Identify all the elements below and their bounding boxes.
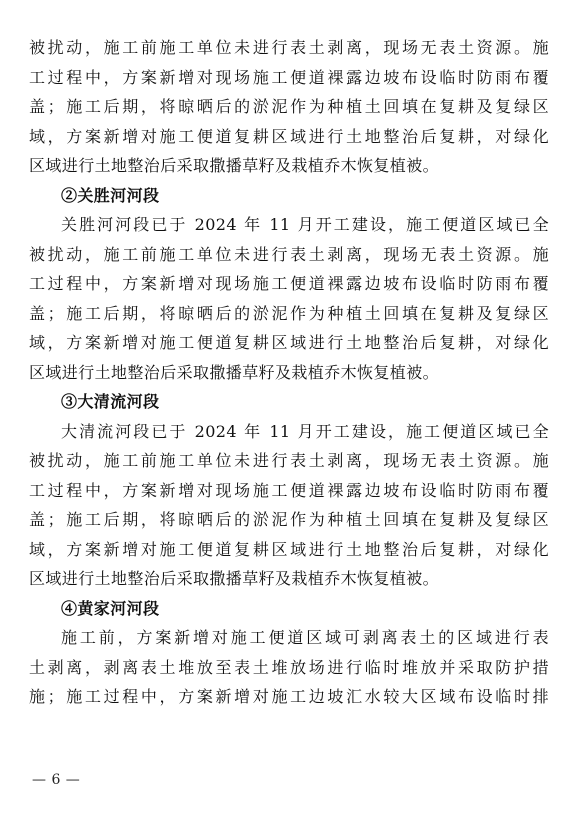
text-line: 工过程中，方案新增对现场施工便道裸露边坡布设临时防雨布覆 bbox=[29, 480, 549, 500]
text-line: 施；施工过程中，方案新增对施工边坡汇水较大区域布设临时排 bbox=[29, 687, 549, 706]
text-line: 工过程中，方案新增对现场施工便道裸露边坡布设临时防雨布覆 bbox=[29, 67, 549, 87]
text-line: 区域进行土地整治后采取撒播草籽及栽植乔木恢复植被。 bbox=[29, 156, 440, 175]
text-line: 施工前，方案新增对施工便道区域可剥离表土的区域进行表 bbox=[61, 628, 549, 647]
section-heading: ②关胜河河段 bbox=[61, 185, 160, 205]
text-line: 区域进行土地整治后采取撒播草籽及栽植乔木恢复植被。 bbox=[29, 362, 440, 382]
text-line: 关胜河河段已于 2024 年 11 月开工建设，施工便道区域已全 bbox=[61, 215, 549, 234]
text-line: 被扰动，施工前施工单位未进行表土剥离，现场无表土资源。施 bbox=[29, 244, 549, 264]
text-line: 域，方案新增对施工便道复耕区域进行土地整治后复耕，对绿化 bbox=[29, 126, 549, 146]
text-line: 盖；施工后期，将晾晒后的淤泥作为种植土回填在复耕及复绿区 bbox=[29, 303, 549, 323]
text-line: 域，方案新增对施工便道复耕区域进行土地整治后复耕，对绿化 bbox=[29, 539, 549, 559]
text-line: 被扰动，施工前施工单位未进行表土剥离，现场无表土资源。施 bbox=[29, 38, 549, 57]
text-line: 区域进行土地整治后采取撒播草籽及栽植乔木恢复植被。 bbox=[29, 569, 440, 588]
text-line: 土剥离，剥离表土堆放至表土堆放场进行临时堆放并采取防护措 bbox=[29, 657, 549, 677]
text-line: 工过程中，方案新增对现场施工便道裸露边坡布设临时防雨布覆 bbox=[29, 274, 549, 293]
text-line: 被扰动，施工前施工单位未进行表土剥离，现场无表土资源。施 bbox=[29, 451, 549, 470]
section-heading: ④黄家河河段 bbox=[61, 598, 160, 618]
text-line: 盖；施工后期，将晾晒后的淤泥作为种植土回填在复耕及复绿区 bbox=[29, 97, 549, 116]
text-line: 域，方案新增对施工便道复耕区域进行土地整治后复耕，对绿化 bbox=[29, 333, 549, 352]
text-line: 盖；施工后期，将晾晒后的淤泥作为种植土回填在复耕及复绿区 bbox=[29, 510, 549, 529]
section-heading: ③大清流河段 bbox=[61, 392, 160, 411]
page-number: — 6 — bbox=[32, 772, 81, 788]
text-line: 大清流河段已于 2024 年 11 月开工建设，施工便道区域已全 bbox=[61, 421, 549, 441]
document-page bbox=[29, 33, 549, 712]
